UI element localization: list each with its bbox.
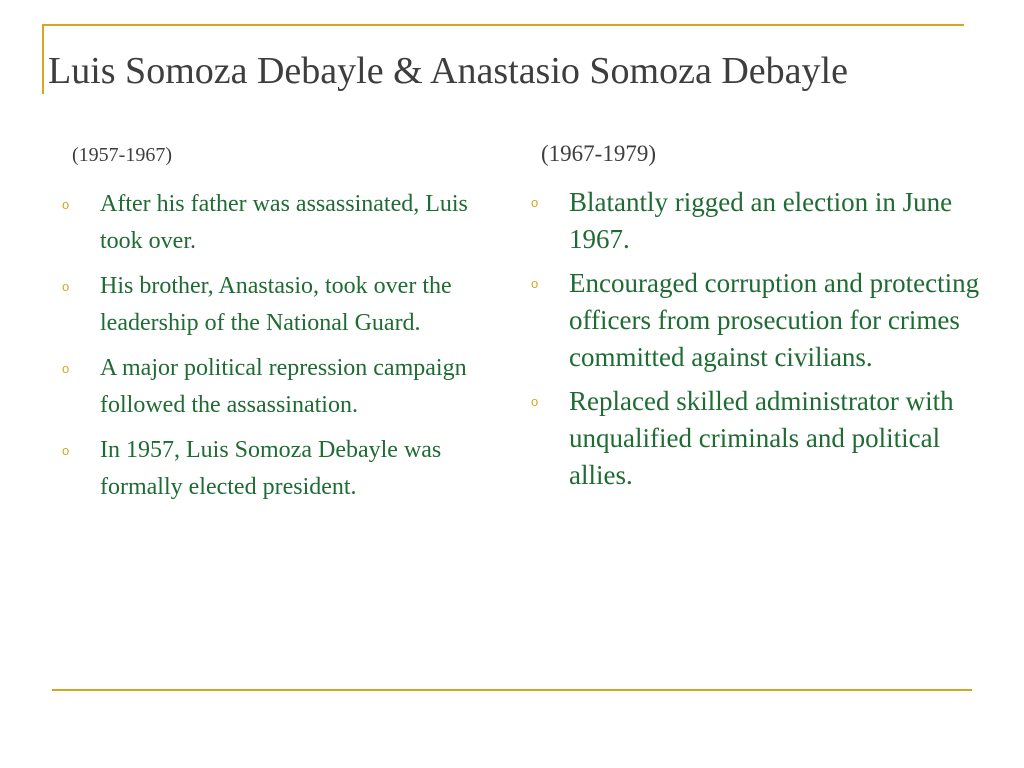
hollow-circle-bullet-icon: o xyxy=(531,276,539,291)
right-bullet-item xyxy=(531,383,981,494)
hollow-circle-bullet-icon: o xyxy=(62,279,70,294)
left-bullet-item xyxy=(62,186,492,260)
bullet-text: Replaced skilled administrator with unqualified criminals and political allies. xyxy=(569,386,954,490)
left-bullet-item xyxy=(62,268,492,342)
left-bullet-item xyxy=(62,350,492,424)
hollow-circle-bullet-icon: o xyxy=(531,195,539,210)
bullet-text: His brother, Anastasio, took over the leadership of the National Guard. xyxy=(100,273,452,336)
slide-title: Luis Somoza Debayle & Anastasio Somoza Debayle xyxy=(48,50,848,92)
hollow-circle-bullet-icon: o xyxy=(62,361,70,376)
right-bullet-list xyxy=(531,184,981,501)
top-accent-line xyxy=(42,24,964,26)
left-accent-line xyxy=(42,24,44,94)
hollow-circle-bullet-icon: o xyxy=(62,197,70,212)
bottom-accent-line xyxy=(52,689,972,691)
left-bullet-list xyxy=(62,186,492,514)
bullet-text: In 1957, Luis Somoza Debayle was formally elected president. xyxy=(100,437,442,500)
bullet-text: Encouraged corruption and protecting officers from prosecution for crimes committed against civilians. xyxy=(569,268,980,372)
left-column-heading: (1957-1967) xyxy=(72,144,172,166)
bullet-text: After his father was assassinated, Luis took over. xyxy=(100,191,468,254)
hollow-circle-bullet-icon: o xyxy=(531,394,539,409)
left-bullet-item xyxy=(62,432,492,506)
hollow-circle-bullet-icon: o xyxy=(62,443,70,458)
bullet-text: Blatantly rigged an election in June 1967. xyxy=(569,187,953,254)
right-column-heading: (1967-1979) xyxy=(541,141,656,166)
right-bullet-item xyxy=(531,265,981,376)
bullet-text: A major political repression campaign followed the assassination. xyxy=(100,355,467,418)
right-bullet-item xyxy=(531,184,981,258)
